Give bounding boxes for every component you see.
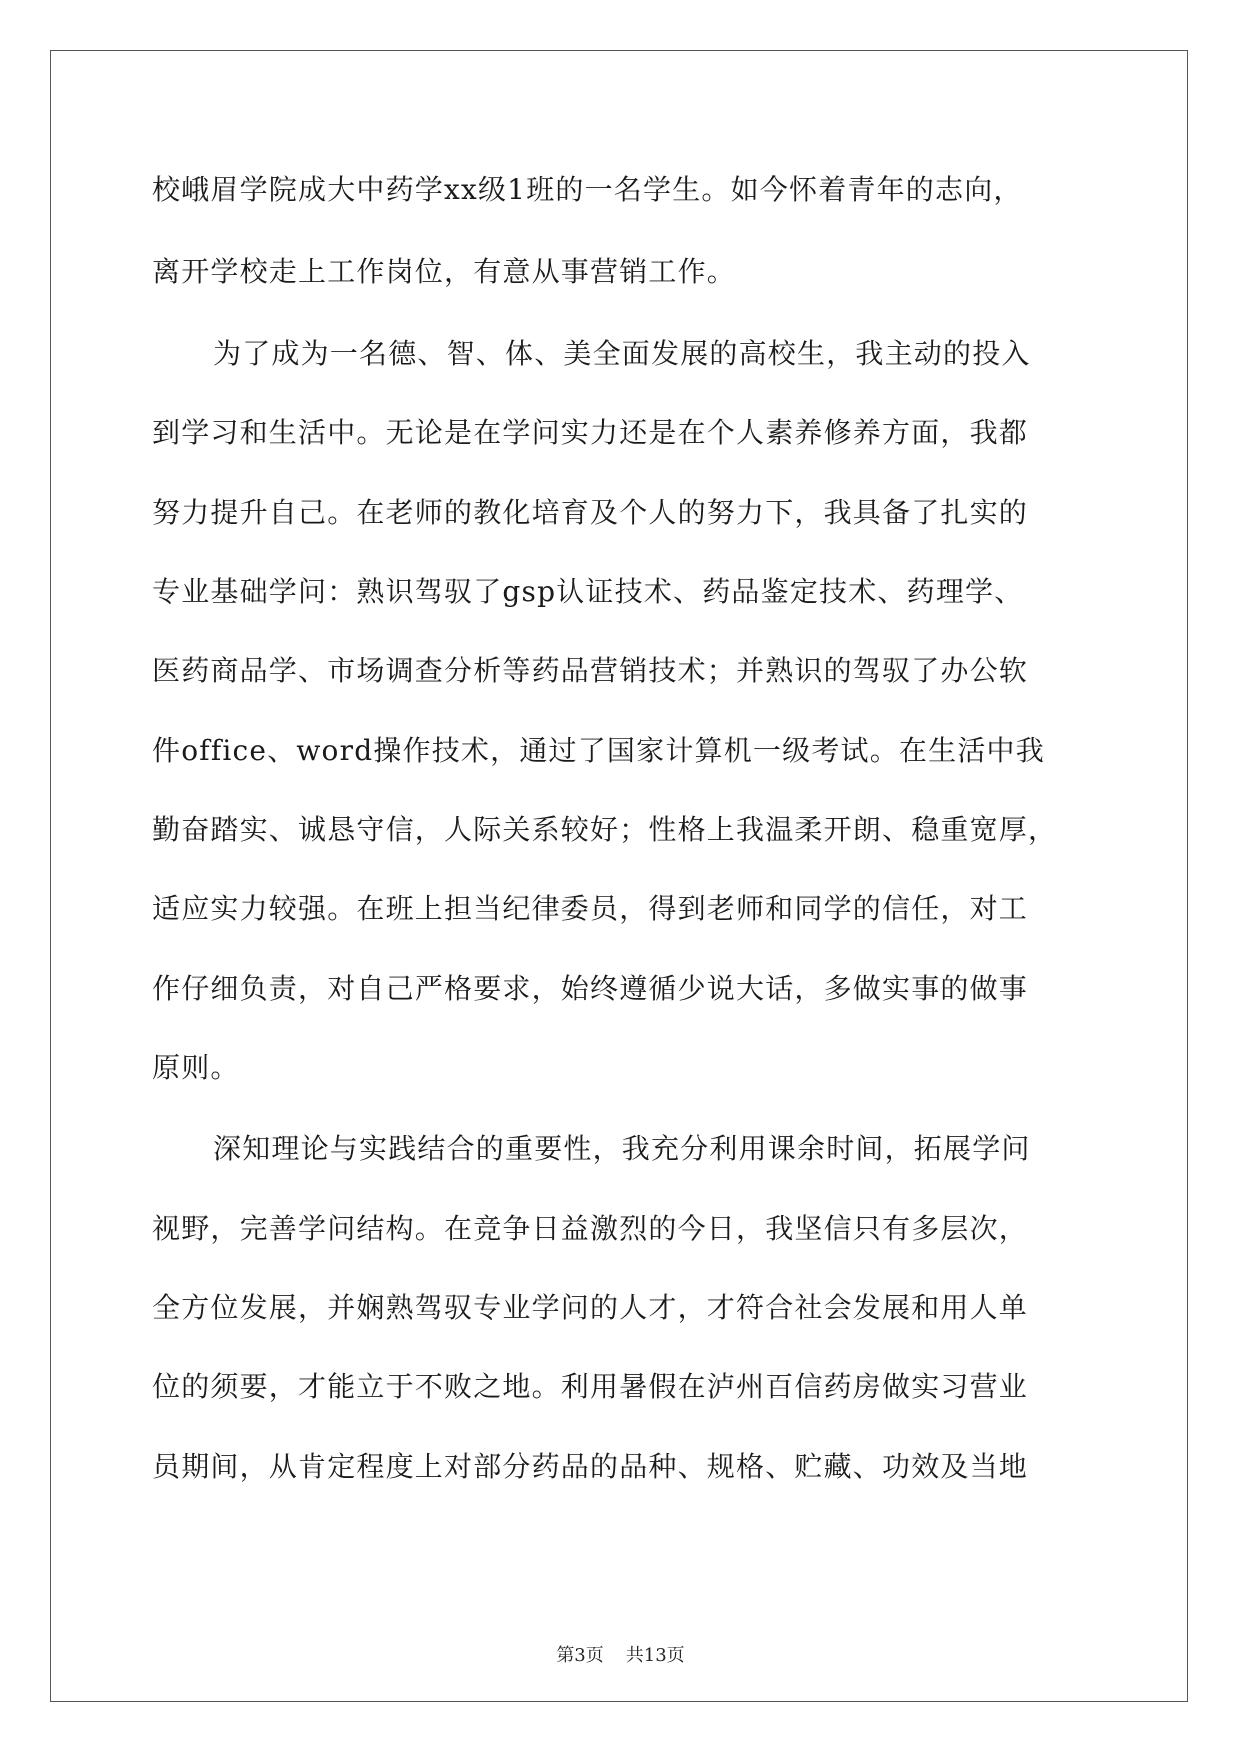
current-page-label: 第3页 [556, 1645, 604, 1666]
text-line: 全方位发展，并娴熟驾驭专业学问的人才，才符合社会发展和用人单 [152, 1291, 1029, 1324]
text-line: 员期间，从肯定程度上对部分药品的品种、规格、贮藏、功效及当地 [152, 1450, 1029, 1483]
total-pages-label: 共13页 [625, 1645, 685, 1666]
text-line: 到学习和生活中。无论是在学问实力还是在个人素养修养方面，我都 [152, 416, 1029, 449]
text-line: 专业基础学问：熟识驾驭了gsp认证技术、药品鉴定技术、药理学、 [152, 575, 1024, 608]
text-line: 离开学校走上工作岗位，有意从事营销工作。 [152, 255, 737, 288]
paragraph-start-line: 深知理论与实践结合的重要性，我充分利用课余时间，拓展学问 [213, 1132, 1031, 1165]
text-line: 医药商品学、市场调查分析等药品营销技术；并熟识的驾驭了办公软 [152, 654, 1029, 687]
text-line: 校峨眉学院成大中药学xx级1班的一名学生。如今怀着青年的志向， [152, 173, 1023, 206]
text-line: 努力提升自己。在老师的教化培育及个人的努力下，我具备了扎实的 [152, 496, 1029, 529]
text-line: 视野，完善学问结构。在竞争日益激烈的今日，我坚信只有多层次， [152, 1212, 1029, 1245]
page-footer [0, 1644, 1241, 1668]
text-line: 位的须要，才能立于不败之地。利用暑假在泸州百信药房做实习营业 [152, 1370, 1029, 1403]
text-line: 适应实力较强。在班上担当纪律委员，得到老师和同学的信任，对工 [152, 892, 1029, 925]
text-line: 原则。 [152, 1051, 240, 1084]
text-line: 作仔细负责，对自己严格要求，始终遵循少说大话，多做实事的做事 [152, 972, 1029, 1005]
text-line: 勤奋踏实、诚恳守信，人际关系较好；性格上我温柔开朗、稳重宽厚， [152, 813, 1058, 846]
paragraph-start-line: 为了成为一名德、智、体、美全面发展的高校生，我主动的投入 [213, 337, 1031, 370]
text-line: 件office、word操作技术，通过了国家计算机一级考试。在生活中我 [152, 734, 1045, 767]
